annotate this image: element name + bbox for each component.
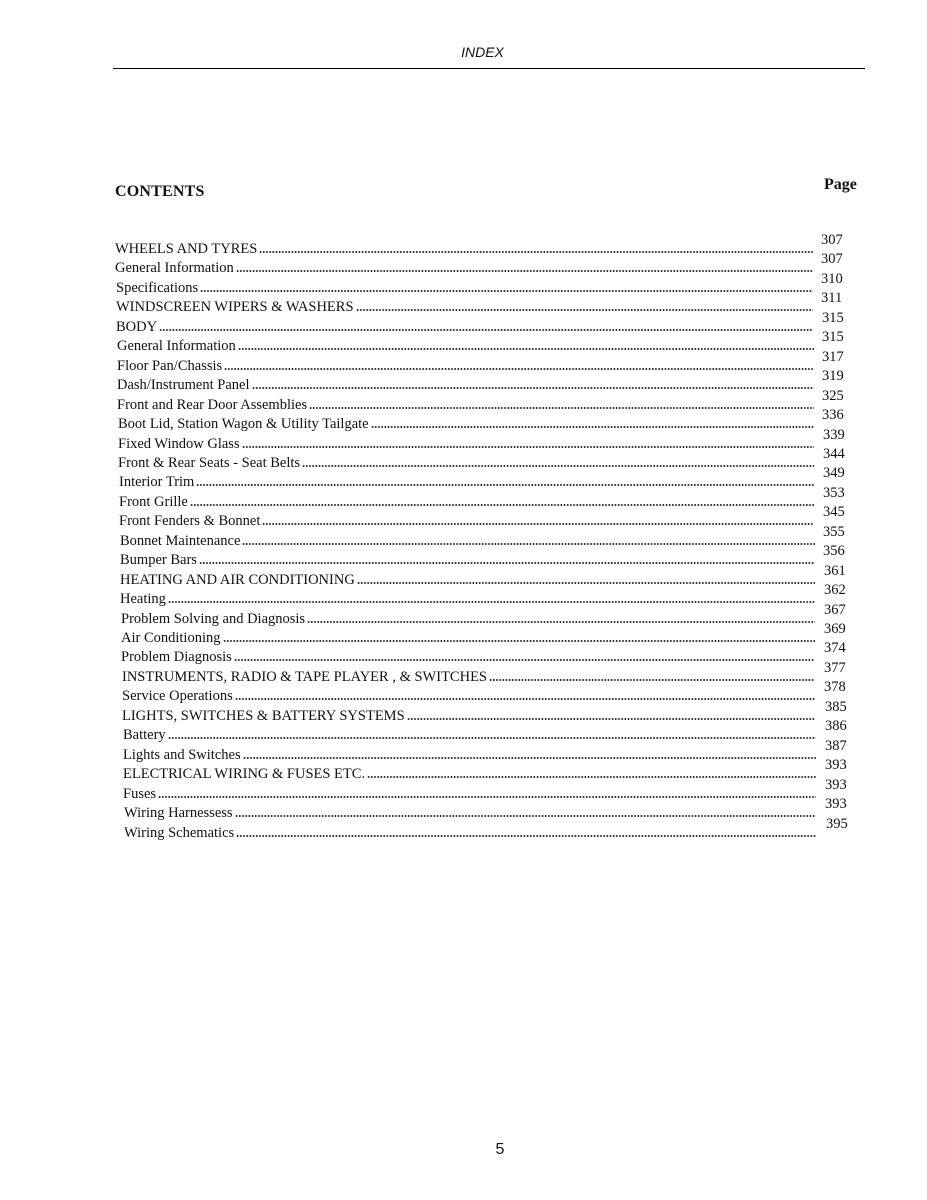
toc-entry-page: 367 bbox=[824, 601, 846, 618]
toc-entry bbox=[117, 335, 814, 355]
toc-leader-dots bbox=[252, 386, 815, 390]
toc-entry bbox=[120, 530, 815, 550]
toc-entry-title: Front Fenders & Bonnet bbox=[119, 513, 261, 530]
toc-entry-title: Problem Solving and Diagnosis bbox=[121, 610, 306, 627]
toc-entry bbox=[122, 666, 815, 686]
page-number: 5 bbox=[495, 1141, 505, 1158]
toc-entry-title: Air Conditioning bbox=[121, 630, 221, 646]
toc-entry-page: 319 bbox=[822, 368, 844, 385]
toc-entry-title: Service Operations bbox=[122, 688, 233, 705]
toc-leader-dots bbox=[407, 717, 815, 721]
toc-leader-dots bbox=[309, 406, 814, 410]
toc-entry-title: Battery bbox=[123, 727, 166, 744]
toc-entry bbox=[117, 394, 814, 414]
toc-entry-title: WINDSCREEN WIPERS & WASHERS bbox=[116, 299, 354, 316]
toc-entry-title: Lights and Switches bbox=[123, 746, 241, 763]
toc-entry bbox=[124, 822, 816, 842]
toc-entry bbox=[123, 724, 816, 744]
page-header: INDEX bbox=[461, 44, 504, 60]
toc-entry bbox=[122, 705, 815, 725]
toc-entry-page: 393 bbox=[825, 757, 847, 774]
toc-entry-page: 353 bbox=[823, 484, 845, 501]
toc-entry-page: 315 bbox=[822, 309, 844, 326]
toc-entry-page: 339 bbox=[823, 426, 845, 443]
toc-entry bbox=[119, 510, 814, 530]
toc-entry bbox=[121, 627, 815, 647]
toc-leader-dots bbox=[307, 620, 815, 624]
toc-entry-page: 315 bbox=[822, 329, 844, 346]
toc-entry bbox=[116, 316, 813, 336]
toc-entry-title: Bumper Bars bbox=[120, 552, 197, 569]
toc-entry-title: Front Grille bbox=[119, 493, 188, 510]
toc-entry-page: 310 bbox=[821, 270, 843, 287]
toc-leader-dots bbox=[234, 658, 815, 662]
toc-entry-title: Problem Diagnosis bbox=[121, 649, 232, 666]
toc-leader-dots bbox=[242, 445, 814, 449]
toc-leader-dots bbox=[236, 269, 813, 273]
toc-entry-page: 336 bbox=[822, 407, 844, 424]
toc-entry-title: General Information bbox=[117, 338, 236, 355]
toc-entry bbox=[120, 549, 815, 569]
toc-leader-dots bbox=[242, 542, 815, 546]
toc-entry-title: Wiring Schematics bbox=[124, 824, 235, 841]
toc-entry bbox=[118, 413, 814, 433]
toc-leader-dots bbox=[158, 795, 816, 799]
toc-entry-title: Boot Lid, Station Wagon & Utility Tailgate bbox=[118, 416, 369, 433]
toc-leader-dots bbox=[238, 347, 814, 351]
toc-entry-page: 386 bbox=[825, 718, 847, 735]
toc-entry-page: 355 bbox=[823, 523, 845, 540]
toc-leader-dots bbox=[159, 328, 813, 332]
toc-leader-dots bbox=[236, 834, 816, 838]
toc-entry-page: 349 bbox=[823, 465, 845, 482]
toc-leader-dots bbox=[196, 483, 814, 487]
toc-entry-page: 344 bbox=[823, 445, 845, 462]
toc-entry bbox=[124, 802, 816, 822]
toc-entry-page: 387 bbox=[825, 737, 847, 754]
toc-entry-page: 311 bbox=[821, 290, 843, 307]
toc-entry-page: 307 bbox=[821, 251, 843, 268]
toc-entry-title: Front & Rear Seats - Seat Belts bbox=[118, 454, 301, 471]
toc-entry bbox=[121, 608, 815, 628]
toc-entry bbox=[115, 257, 813, 277]
toc-entry-page: 369 bbox=[824, 621, 846, 637]
toc-entry-page: 362 bbox=[824, 582, 846, 599]
toc-entry-page: 361 bbox=[824, 562, 846, 579]
toc-leader-dots bbox=[168, 736, 816, 740]
toc-leader-dots bbox=[190, 503, 814, 507]
toc-entry-title: Floor Pan/Chassis bbox=[117, 357, 223, 374]
toc-leader-dots bbox=[489, 678, 815, 682]
toc-leader-dots bbox=[223, 639, 816, 643]
toc-entry bbox=[117, 374, 814, 394]
toc-leader-dots bbox=[224, 367, 814, 371]
toc-entry-title: Front and Rear Door Assemblies bbox=[117, 396, 308, 413]
toc-leader-dots bbox=[259, 250, 813, 254]
toc-leader-dots bbox=[262, 522, 814, 526]
toc-entry-page: 307 bbox=[821, 232, 843, 248]
toc-entry-title: Interior Trim bbox=[119, 474, 195, 491]
toc-entry bbox=[123, 783, 816, 803]
toc-entry bbox=[122, 685, 815, 705]
toc-entry-page: 393 bbox=[825, 776, 847, 793]
toc-entry bbox=[117, 355, 814, 375]
toc-leader-dots bbox=[357, 581, 815, 585]
toc-entry-page: 395 bbox=[826, 815, 848, 832]
toc-entry bbox=[120, 588, 815, 608]
toc-entry bbox=[116, 296, 813, 316]
contents-heading: CONTENTS bbox=[115, 183, 205, 200]
toc-entry-title: Fuses bbox=[123, 785, 157, 802]
toc-leader-dots bbox=[243, 756, 816, 760]
toc-leader-dots bbox=[356, 308, 813, 312]
toc-entry bbox=[116, 277, 813, 297]
toc-entry-page: 393 bbox=[825, 796, 847, 813]
toc-entry-page: 325 bbox=[822, 387, 844, 404]
toc-entry-title: INSTRUMENTS, RADIO & TAPE PLAYER , & SWITCHES bbox=[122, 668, 487, 685]
toc-entry bbox=[118, 452, 814, 472]
toc-entry bbox=[123, 763, 816, 783]
toc-entry-title: Dash/Instrument Panel bbox=[117, 377, 250, 394]
toc-leader-dots bbox=[235, 814, 816, 818]
toc-entry-page: 378 bbox=[824, 679, 846, 696]
toc-entry-page: 356 bbox=[823, 543, 845, 560]
toc-entry-title: Wiring Harnessess bbox=[124, 805, 233, 822]
toc-leader-dots bbox=[367, 775, 816, 779]
toc-entry-page: 385 bbox=[825, 698, 847, 715]
toc-entry bbox=[123, 744, 816, 764]
toc-leader-dots bbox=[302, 464, 814, 468]
toc-entry bbox=[119, 471, 814, 491]
toc-entry-page: 377 bbox=[824, 659, 846, 676]
toc-entry bbox=[120, 569, 815, 589]
toc-entry-title: Fixed Window Glass bbox=[118, 435, 240, 452]
toc-entry bbox=[119, 491, 814, 511]
toc-entry-title: ELECTRICAL WIRING & FUSES ETC. bbox=[123, 766, 366, 783]
toc-entry bbox=[118, 433, 814, 453]
toc-entry-title: WHEELS AND TYRES bbox=[115, 241, 258, 257]
toc-leader-dots bbox=[168, 600, 815, 604]
page-column-heading: Page bbox=[824, 176, 857, 193]
toc-entry-page: 317 bbox=[822, 348, 844, 365]
toc-entry-title: HEATING AND AIR CONDITIONING bbox=[120, 571, 355, 588]
toc-entry bbox=[121, 646, 815, 666]
toc-entry-title: Specifications bbox=[116, 279, 199, 296]
toc-leader-dots bbox=[200, 289, 813, 293]
toc-leader-dots bbox=[235, 697, 815, 701]
toc-entry bbox=[115, 238, 813, 258]
toc-entry-title: BODY bbox=[116, 318, 158, 335]
toc-entry-page: 374 bbox=[824, 640, 846, 657]
toc-leader-dots bbox=[199, 561, 815, 565]
toc-entry-title: LIGHTS, SWITCHES & BATTERY SYSTEMS bbox=[122, 707, 405, 724]
toc-entry-title: Bonnet Maintenance bbox=[120, 532, 241, 549]
toc-entry-title: General Information bbox=[115, 260, 234, 277]
toc-leader-dots bbox=[371, 425, 814, 429]
toc-entry-title: Heating bbox=[120, 591, 166, 608]
toc-entry-page: 345 bbox=[823, 504, 845, 521]
